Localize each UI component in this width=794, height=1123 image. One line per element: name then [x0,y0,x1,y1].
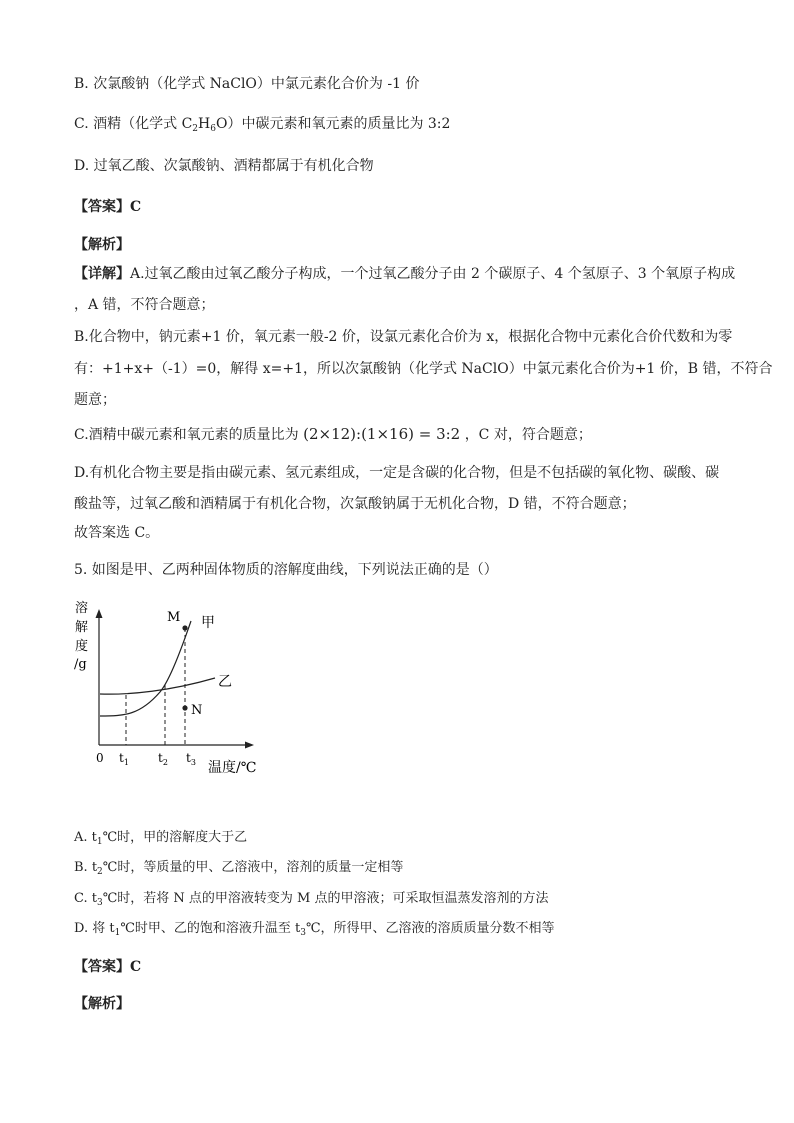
curve-jia [100,621,191,716]
point-n [182,705,187,710]
mass-ratio-formula: (2×12):(1×16) = 3:2 [303,425,461,443]
q5-answer: 【答案】C [74,959,142,975]
q5-option-b: B. $t_2℃$时，等质量的甲、乙溶液中，溶剂的质量一定相等 [74,860,404,877]
point-m [182,625,187,630]
q5-option-c: C. $t_3℃$时，若将 N 点的甲溶液转变为 M 点的甲溶液；可采取恒温蒸发溶剂的方法 [74,891,549,908]
q5-option-a: A. $t_1℃$时，甲的溶解度大于乙 [74,830,248,847]
q5-analysis-heading: 【解析】 [74,996,130,1012]
t2-label: $t_2$ [158,751,168,767]
solubility-curve-figure [70,595,290,785]
q4-option-d: D. 过氧乙酸、次氯酸钠、酒精都属于有机化合物 [74,158,374,174]
t1-label: $t_1$ [119,751,129,767]
q4-detail-line-8: 酸盐等，过氧乙酸和酒精属于有机化合物，次氯酸钠属于无机化合物，D 错，不符合题意； [74,496,636,512]
q4-analysis-heading: 【解析】 [74,237,130,253]
origin-label: 0 [96,751,104,765]
y-axis-label-1: 溶 [75,601,89,616]
q4-detail-line-2: ，A 错，不符合题意； [74,297,215,313]
t3-label: $t_3$ [186,751,196,767]
q4-detail-line-3: B.化合物中，钠元素+1 价，氧元素一般-2 价，设氯元素化合价为 x，根据化合物中元素化合价代数和为零 [74,329,733,345]
point-m-label: M [167,610,181,625]
q5-stem: 5. 如图是甲、乙两种固体物质的溶解度曲线，下列说法正确的是（） [74,562,498,578]
curve-yi [100,678,215,694]
q4-detail-line-4: 有：+1+x+（-1）=0，解得 x=+1，所以次氯酸钠（化学式 NaClO）中氯元素化合价为+1 价，B 错，不符合 [74,361,773,377]
q4-detail-line-6: C.酒精中碳元素和氧元素的质量比为 (2×12):(1×16) = 3:2 ，C 对，符合题意； [74,425,592,443]
q4-answer: 【答案】C [74,199,142,215]
curve-jia-label: 甲 [201,615,215,631]
q5-option-d: D. 将 $t_1℃$时甲、乙的饱和溶液升温至 $t_3℃$，所得甲、乙溶液的溶质质量分数不相等 [74,921,555,938]
y-axis-arrow [96,609,103,618]
x-axis-label: 温度/℃ [208,760,257,776]
q4-detail-line-1: 【详解】A.过氧乙酸由过氧乙酸分子构成，一个过氧乙酸分子由 2 个碳原子、4 个氢原子、3 个氧原子构成 [74,266,736,282]
q4-detail-line-5: 题意； [74,392,116,408]
point-n-label: N [191,703,203,718]
q4-detail-line-7: D.有机化合物主要是指由碳元素、氢元素组成，一定是含碳的化合物，但是不包括碳的氧化物、碳酸、碳 [74,465,720,481]
y-axis-label-2: 解 [75,620,89,635]
x-axis-arrow [245,742,254,749]
q4-detail-line-9: 故答案选 C。 [74,525,160,541]
y-axis-label-3: 度 [75,639,89,654]
curve-yi-label: 乙 [218,674,232,690]
y-axis-label-4: /g [74,657,87,672]
q4-option-b: B. 次氯酸钠（化学式 NaClO）中氯元素化合价为 -1 价 [74,76,420,92]
q4-option-c: C. 酒精（化学式 $C_2H_6O$）中碳元素和氧元素的质量比为 3:2 [74,116,451,134]
